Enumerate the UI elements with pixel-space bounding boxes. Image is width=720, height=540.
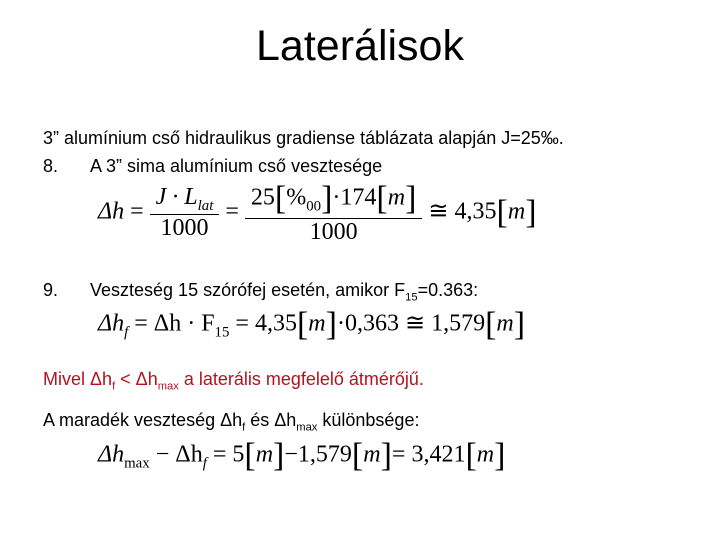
item-9-text bbox=[90, 280, 478, 304]
equation-1: Δh = $\frac{J \cdot L_{lat}}{1000}$ = $\frac{25[\%_{00}]\cdot 174[m]}{1000}$ ≅ 4,35[m] bbox=[98, 180, 537, 245]
eq3-lhs-sub: max bbox=[124, 455, 150, 472]
eq1-result: ≅ 4,35 bbox=[428, 198, 497, 225]
eq1-result-unit: m bbox=[507, 198, 526, 225]
eq2-mid-sub: 15 bbox=[214, 324, 230, 341]
eq3-unit2: m bbox=[363, 441, 381, 468]
item-8-text: A 3” sima alumínium cső vesztesége bbox=[90, 156, 383, 176]
eq2-val2: ·0,363 ≅ 1,579 bbox=[336, 310, 486, 337]
eq1-num2-unit: m bbox=[387, 184, 406, 211]
eq3-minus: − Δh bbox=[149, 441, 203, 468]
eq3-unit1: m bbox=[255, 441, 274, 468]
eq1-num2-b: % bbox=[286, 184, 307, 211]
eq2-lhs-sub: f bbox=[124, 324, 129, 341]
eq3-unit3: m bbox=[476, 441, 495, 468]
eq1-den1: 1000 bbox=[160, 215, 209, 242]
eq3-val3: = 3,421 bbox=[391, 441, 466, 468]
eq1-num2-d: ·174 bbox=[332, 184, 377, 211]
remaining-line: A maradék veszteség $\Delta h_f$ és $\Delta h_{max}$ különbsége: bbox=[43, 410, 420, 434]
conclusion-line: Mivel $\Delta h_f < \Delta h_{max}$ a laterális megfelelő átmérőjű. bbox=[43, 369, 424, 393]
item-9-label: Veszteség 15 szórófej esetén, amikor F bbox=[90, 280, 406, 300]
equation-3: $\Delta h_{max} - \Delta h_f = 5[m]-1,579[m]= 3,421[m]$ bbox=[98, 437, 506, 474]
eq1-fraction-2: $\frac{25[\%_{00}]\cdot 174[m]}{1000}$ bbox=[245, 180, 423, 246]
eq1-num2-a: 25 bbox=[250, 184, 275, 211]
equation-2: $\Delta h_f = \Delta h \cdot F_{15} = 4,35[m]\cdot 0,363$ ≅ 1,579[m] bbox=[98, 306, 526, 343]
item-8-number: 8. bbox=[43, 156, 59, 176]
item-9-number: 9. bbox=[43, 280, 59, 300]
item-9-sub: 15 bbox=[405, 291, 418, 304]
eq3-val1: = 5 bbox=[212, 441, 245, 468]
eq2-unit1: m bbox=[308, 310, 326, 337]
eq2-val1: = 4,35 bbox=[235, 310, 297, 337]
eq1-num2-c: 00 bbox=[306, 198, 322, 215]
intro-line: 3” alumínium cső hidraulikus gradiense táblázata alapján J=25‰. bbox=[43, 128, 564, 148]
eq1-lhs: Δh bbox=[98, 198, 125, 225]
eq1-fraction-1 bbox=[150, 184, 220, 243]
eq1-num1-sub: lat bbox=[197, 197, 214, 214]
eq3-val2: −1,579 bbox=[284, 441, 352, 468]
eq1-num1: J · L bbox=[155, 183, 198, 210]
eq3-minus-sub: f bbox=[202, 455, 207, 472]
eq2-unit2: m bbox=[496, 310, 514, 337]
item-9-tail: =0.363: bbox=[417, 280, 479, 300]
page-title: Laterálisok bbox=[256, 22, 464, 70]
eq2-lhs: Δh bbox=[98, 310, 125, 337]
eq1-den2: 1000 bbox=[309, 219, 358, 245]
eq3-lhs: Δh bbox=[98, 441, 125, 468]
eq2-mid: = Δh · F bbox=[134, 310, 215, 337]
